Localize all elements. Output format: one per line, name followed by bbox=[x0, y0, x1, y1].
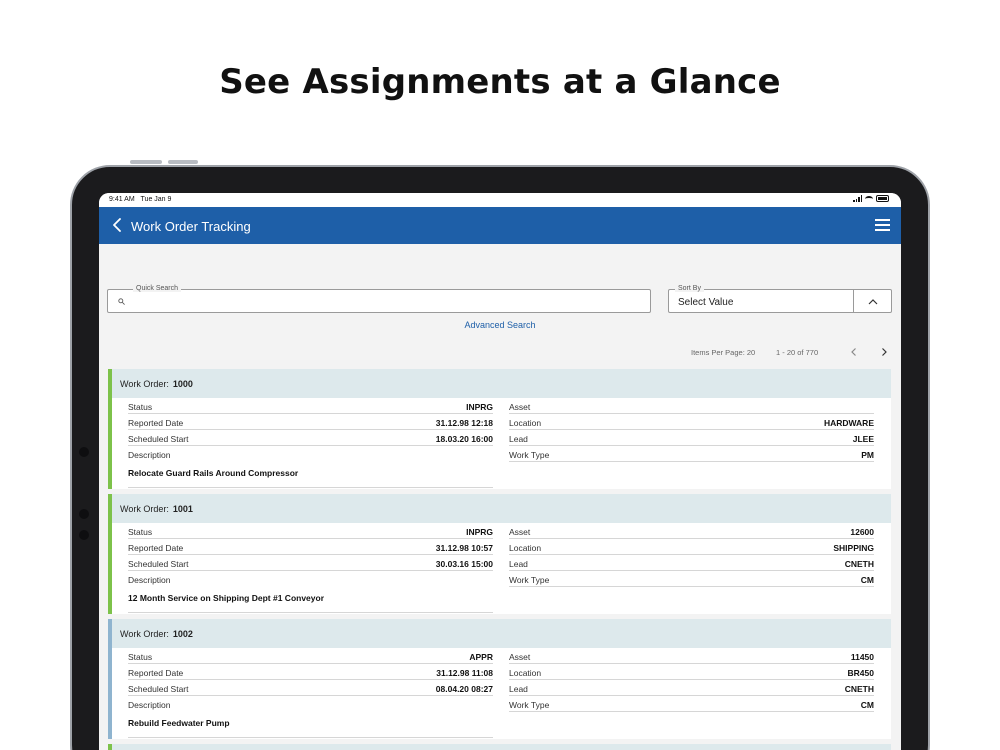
app-header bbox=[99, 207, 901, 244]
lead-row: Lead CNETH bbox=[509, 555, 874, 571]
sort-direction-button[interactable] bbox=[854, 289, 892, 313]
work-order-number: 1000 bbox=[172, 379, 193, 389]
volume-up-button bbox=[130, 160, 162, 164]
next-page-icon[interactable] bbox=[879, 347, 889, 357]
work-order-card[interactable] bbox=[108, 494, 891, 614]
wifi-icon bbox=[865, 196, 873, 202]
reported-date-row: Reported Date 31.12.98 10:57 bbox=[128, 539, 493, 555]
work-type-row: Work Type CM bbox=[509, 696, 874, 712]
reported-date-row: Reported Date 31.12.98 11:08 bbox=[128, 664, 493, 680]
work-type-row: Work Type PM bbox=[509, 446, 874, 462]
reported-date-row: Reported Date 31.12.98 12:18 bbox=[128, 414, 493, 430]
work-order-card[interactable] bbox=[108, 744, 891, 750]
system-indicators bbox=[853, 195, 889, 202]
status-row: Status APPR bbox=[128, 648, 493, 664]
scheduled-start-row: Scheduled Start 08.04.20 08:27 bbox=[128, 680, 493, 696]
lead-row: Lead JLEE bbox=[509, 430, 874, 446]
previous-page-icon[interactable] bbox=[849, 347, 859, 357]
location-row: Location BR450 bbox=[509, 664, 874, 680]
side-sensor bbox=[79, 530, 89, 540]
status-bar bbox=[99, 193, 901, 207]
work-order-description: 12 Month Service on Shipping Dept #1 Conveyor bbox=[128, 593, 325, 603]
side-sensor bbox=[79, 447, 89, 457]
scheduled-start-row: Scheduled Start 18.03.20 16:00 bbox=[128, 430, 493, 446]
work-order-card[interactable] bbox=[108, 619, 891, 739]
location-row: Location HARDWARE bbox=[509, 414, 874, 430]
work-order-label: Work Order: bbox=[120, 379, 169, 389]
description-row: Description bbox=[128, 700, 171, 710]
status-row: Status INPRG bbox=[128, 398, 493, 414]
work-order-card[interactable] bbox=[108, 369, 891, 489]
items-per-page[interactable]: Items Per Page: 20 bbox=[691, 348, 756, 357]
scheduled-start-row: Scheduled Start 30.03.16 15:00 bbox=[128, 555, 493, 571]
work-order-label: Work Order: bbox=[120, 504, 169, 514]
quick-search-label: Quick Search bbox=[133, 285, 181, 292]
work-order-description: Rebuild Feedwater Pump bbox=[128, 718, 230, 728]
search-icon bbox=[118, 298, 125, 305]
description-row: Description bbox=[128, 450, 171, 460]
sort-by-label: Sort By bbox=[675, 285, 704, 292]
location-row: Location SHIPPING bbox=[509, 539, 874, 555]
status-time: 9:41 AM bbox=[109, 196, 135, 203]
app-title: Work Order Tracking bbox=[131, 219, 251, 234]
work-order-label: Work Order: bbox=[120, 629, 169, 639]
asset-row: Asset 11450 bbox=[509, 648, 874, 664]
work-type-row: Work Type CM bbox=[509, 571, 874, 587]
advanced-search-link[interactable]: Advanced Search bbox=[464, 320, 536, 330]
page-range: 1 - 20 of 770 bbox=[776, 348, 819, 357]
sort-by-select[interactable]: Select Value bbox=[668, 289, 854, 313]
cellular-signal-icon bbox=[853, 195, 862, 202]
status-row: Status INPRG bbox=[128, 523, 493, 539]
quick-search-input[interactable] bbox=[107, 289, 651, 313]
description-row: Description bbox=[128, 575, 171, 585]
asset-row: Asset 12600 bbox=[509, 523, 874, 539]
battery-icon bbox=[876, 195, 889, 202]
lead-row: Lead CNETH bbox=[509, 680, 874, 696]
asset-row: Asset bbox=[509, 398, 874, 414]
chevron-up-icon bbox=[854, 290, 892, 314]
app-screen bbox=[99, 193, 901, 750]
page-headline: See Assignments at a Glance bbox=[219, 62, 781, 102]
work-order-number: 1002 bbox=[172, 629, 193, 639]
back-chevron-icon[interactable] bbox=[111, 218, 125, 232]
status-date: Tue Jan 9 bbox=[140, 196, 172, 203]
volume-down-button bbox=[168, 160, 198, 164]
work-order-description: Relocate Guard Rails Around Compressor bbox=[128, 468, 299, 478]
work-order-number: 1001 bbox=[172, 504, 193, 514]
side-sensor bbox=[79, 509, 89, 519]
hamburger-menu-icon[interactable] bbox=[875, 219, 890, 232]
